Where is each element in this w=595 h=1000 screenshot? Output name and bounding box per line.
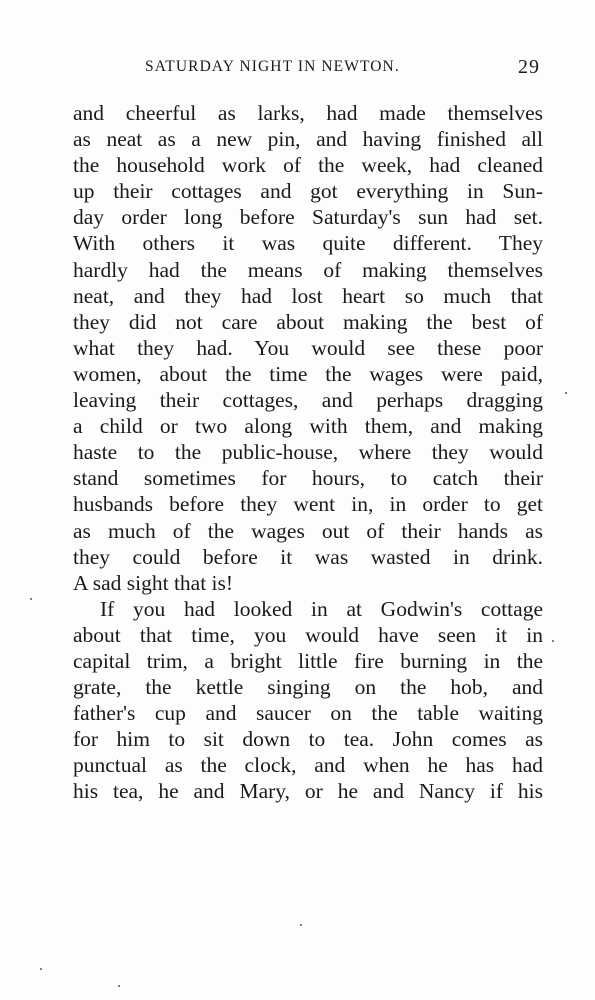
paper-speck: [30, 598, 32, 600]
text-line: they did not care about making the best of: [73, 309, 543, 334]
paragraph: [73, 100, 543, 596]
paragraph: [73, 596, 543, 805]
paper-speck: [118, 985, 120, 987]
text-line: leaving their cottages, and perhaps dragging: [73, 388, 543, 413]
body-text: [73, 100, 543, 805]
paper-speck: [300, 924, 302, 926]
text-line: the household work of the week, had cleaned: [73, 153, 543, 178]
text-line: up their cottages and got everything in Sun-: [73, 179, 543, 204]
text-line: day order long before Saturday's sun had set.: [73, 205, 543, 230]
running-title: SATURDAY NIGHT IN NEWTON.: [145, 58, 400, 75]
paper-speck: [552, 640, 554, 642]
text-line: as much of the wages out of their hands as: [73, 518, 543, 543]
page-number: 29: [518, 56, 540, 78]
text-line: neat, and they had lost heart so much that: [73, 283, 543, 308]
text-line: punctual as the clock, and when he has had: [73, 753, 543, 778]
text-line: stand sometimes for hours, to catch their: [73, 466, 543, 491]
text-line: hardly had the means of making themselves: [73, 257, 543, 282]
text-line: a child or two along with them, and making: [73, 414, 543, 439]
text-line: A sad sight that is!: [73, 570, 234, 595]
text-line: If you had looked in at Godwin's cottage: [100, 596, 543, 621]
text-line: husbands before they went in, in order to get: [73, 492, 543, 517]
text-line: and cheerful as larks, had made themselves: [73, 101, 543, 125]
text-line: With others it was quite different. They: [73, 231, 543, 256]
text-line: grate, the kettle singing on the hob, and: [73, 675, 543, 700]
text-line: about that time, you would have seen it in: [73, 622, 543, 647]
paper-speck: [40, 968, 42, 970]
text-line: his tea, he and Mary, or he and Nancy if his: [73, 779, 543, 804]
running-head: [0, 58, 595, 82]
text-line: for him to sit down to tea. John comes as: [73, 727, 543, 752]
paper-speck: [565, 392, 567, 394]
text-line: they could before it was wasted in drink.: [73, 544, 543, 569]
text-line: capital trim, a bright little fire burning in the: [73, 648, 543, 673]
text-line: what they had. You would see these poor: [73, 335, 543, 360]
text-line: women, about the time the wages were paid,: [73, 361, 543, 386]
text-line: as neat as a new pin, and having finished all: [73, 127, 543, 152]
text-line: father's cup and saucer on the table waiting: [73, 701, 543, 726]
text-line: haste to the public-house, where they would: [73, 440, 543, 465]
